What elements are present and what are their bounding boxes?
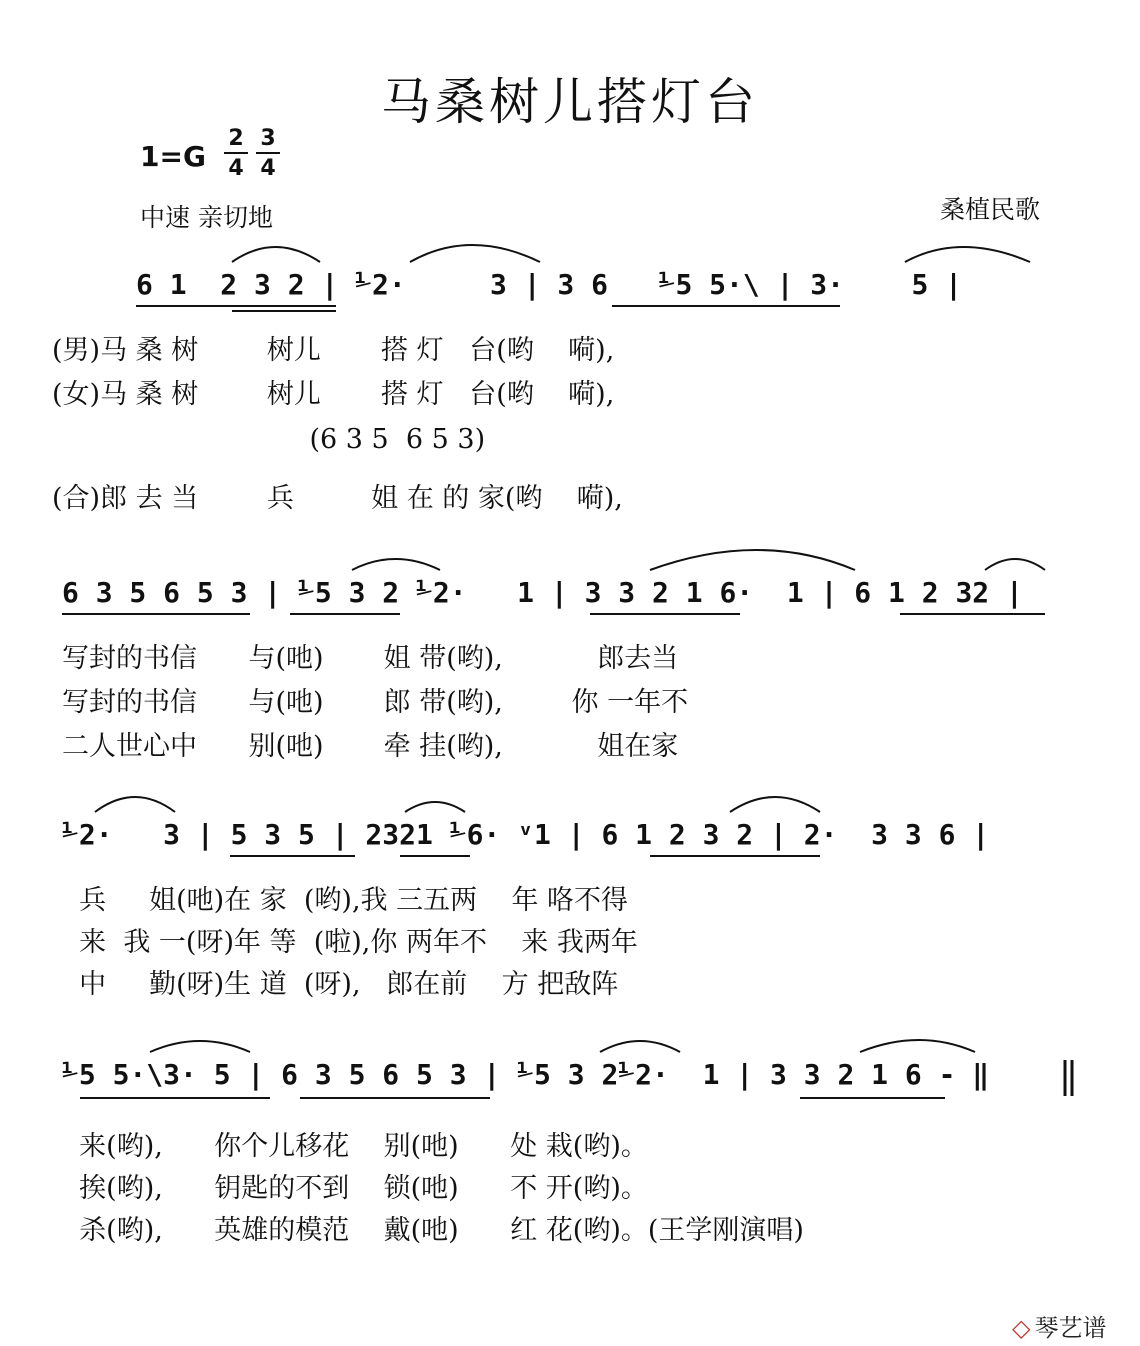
tempo-marking: 中速 亲切地 (140, 203, 273, 232)
slur-7 (95, 797, 175, 812)
staff-4-notes: ⅟5 5·\3· 5 | 6 3 5 6 5 3 | ⅟5 3 2⅟2· 1 | 3 3 2 1 6 - ‖ (62, 1058, 990, 1091)
staff-2-lyric-3: 二人世心中 别(吔) 牵 挂(哟), 姐在家 (62, 731, 679, 762)
staff-4-lyric-1: 来(哟), 你个儿移花 别(吔) 处 栽(哟)。 (62, 1131, 648, 1162)
slur-12 (860, 1040, 975, 1052)
time-sig-1-line (224, 152, 248, 154)
slur-9 (730, 797, 820, 812)
slur-5 (650, 550, 855, 570)
song-title: 马桑树儿搭灯台 (381, 73, 759, 131)
staff-4-lyric-2: 挨(哟), 钥匙的不到 锁(吔) 不 开(哟)。 (62, 1173, 648, 1204)
staff-2-lyric-1: 写封的书信 与(吔) 姐 带(哟), 郎去当 (62, 643, 679, 674)
slur-3 (905, 247, 1030, 262)
slur-2 (410, 245, 540, 262)
time-sig-1-top: 2 (228, 126, 244, 151)
staff-1-notes: 6 1 2 3 2 | ⅟2· 3 | 3 6 ⅟5 5·\ | 3· 5 | (136, 268, 963, 301)
slur-4 (352, 559, 440, 570)
watermark: ◇ 琴艺谱 (1012, 1314, 1107, 1342)
time-sig-2-bottom: 4 (260, 156, 276, 181)
staff-2-lyric-2: 写封的书信 与(吔) 郎 带(哟), 你 一年不 (62, 687, 689, 718)
staff-1-lyric-1: (男)马 桑 树 树儿 搭 灯 台(哟 嗬), (52, 335, 615, 366)
song-origin: 桑植民歌 (940, 195, 1041, 224)
slur-8 (405, 802, 465, 812)
staff-1-lyric-4: (合)郎 去 当 兵 姐 在 的 家(哟 嗬), (52, 483, 623, 514)
watermark-logo-icon: ◇ (1012, 1314, 1031, 1342)
staff-4-lyric-3: 杀(哟), 英雄的模范 戴(吔) 红 花(哟)。(王学刚演唱) (62, 1215, 804, 1246)
staff-3-notes: ⅟2· 3 | 5 3 5 | 2321 ⅟6· ᵛ1 | 6 1 2 3 2 | 2· 3 3 6 | (62, 818, 990, 851)
slur-1 (232, 247, 320, 262)
staff-3-lyric-2: 来 我 一(呀)年 等 (啦),你 两年不 来 我两年 (62, 927, 638, 958)
staff-1-lyric-2: (女)马 桑 树 树儿 搭 灯 台(哟 嗬), (52, 379, 615, 410)
slur-6 (985, 559, 1045, 570)
staff-3-lyric-3: 中 勤(呀)生 道 (呀), 郎在前 方 把敌阵 (62, 969, 619, 1000)
key-signature: 1=G (140, 140, 206, 173)
time-sig-2-top: 3 (260, 126, 276, 151)
slur-10 (150, 1041, 250, 1052)
staff-2-notes: 6 3 5 6 5 3 | ⅟5 3 2 ⅟2· 1 | 3 3 2 1 6· 1 | 6 1 2 32 | (62, 576, 1023, 609)
slur-11 (600, 1041, 680, 1052)
time-sig-1-bottom: 4 (228, 156, 244, 181)
staff-3-lyric-1: 兵 姐(吔)在 家 (哟),我 三五两 年 咯不得 (62, 885, 629, 916)
time-sig-2-line (256, 152, 280, 154)
staff-1-lyric-3: (6 3 5 6 5 3) (52, 424, 486, 455)
